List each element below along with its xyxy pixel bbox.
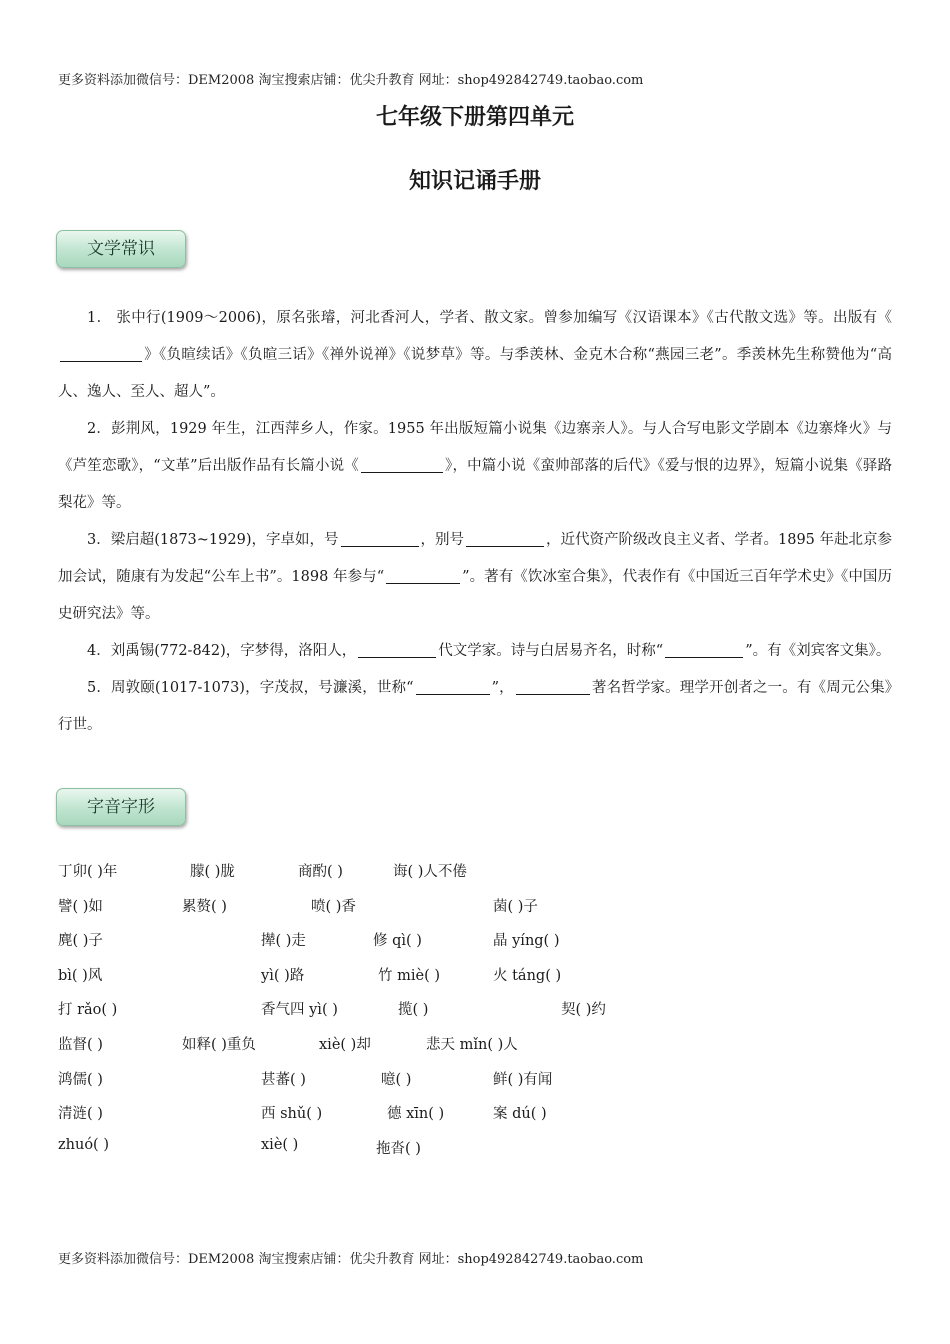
paragraph-5 [58,670,892,744]
vocab-row [58,929,892,964]
vocab-row [58,1137,892,1172]
vocab-row [58,1068,892,1103]
vocab-row [58,1102,892,1137]
section-label-literature: 文学常识 [56,230,186,268]
vocab-item[interactable]: 德 xīn( ) [387,1106,445,1123]
vocab-item[interactable]: zhuó( ) [58,1136,109,1153]
page-title: 七年级下册第四单元 [375,104,574,130]
vocab-item[interactable]: 火 táng( ) [493,967,562,984]
vocab-item[interactable]: yì( )路 [261,967,305,984]
fill-blank[interactable] [341,528,419,547]
vocab-item[interactable]: 晶 yíng( ) [493,933,560,950]
vocab-item[interactable]: 揽( ) [398,1002,429,1019]
paragraph-text: ”。有《刘宾客文集》。 [745,643,891,659]
vocab-item[interactable]: 西 shǔ( ) [261,1106,323,1123]
vocab-item[interactable]: bì( )风 [58,967,103,984]
vocab-item[interactable]: 噫( ) [381,1071,412,1088]
section-label-pronunciation: 字音字形 [56,788,186,826]
paragraph-text: 》《负暄续话》《负暄三话》《禅外说禅》《说梦草》等。与季羡林、金克木合称“燕园三老”。季羡林先生称赞他为“高人、逸人、至人、超人”。 [58,347,892,400]
paragraph-text: 著名哲学家。理学开创者之一。有《周元公集》行世。 [58,680,893,733]
vocab-item[interactable]: 案 dú( ) [493,1106,547,1123]
paragraph-text: 2．彭荆风，1929 年生，江西萍乡人，作家。1955 年出版短篇小说集《边寨亲人》。与人合写电影文学剧本《边寨烽火》与《芦笙恋歌》，“文革”后出版作品有长篇小说《 [58,421,892,474]
page-subtitle: 知识记诵手册 [408,168,541,194]
vocab-item[interactable]: 打 rǎo( ) [58,1002,118,1019]
vocab-item[interactable]: 累赘( ) [182,898,227,915]
fill-blank[interactable] [416,676,490,695]
paragraph-text: ，近代资产阶级改良主义者、学者。1895 年赴北京参加会试，随康有为发起“公车上书”。1898 年参与“ [58,532,893,585]
vocab-item[interactable]: 鸿儒( ) [58,1071,103,1088]
literature-paragraphs [58,300,892,744]
fill-blank[interactable] [466,528,544,547]
vocab-row [58,1033,892,1068]
vocab-item[interactable]: 譬( )如 [58,898,103,915]
vocab-item[interactable]: xiè( )却 [319,1036,371,1053]
header-note: 更多资料添加微信号：DEM2008 淘宝搜索店铺：优尖升教育 网址：shop492842749.taobao.com [58,73,644,88]
paragraph-text: 3．梁启超(1873~1929)，字卓如，号 [87,532,339,548]
paragraph-text: 5．周敦颐(1017-1073)，字茂叔，号濂溪，世称“ [87,680,414,696]
fill-blank[interactable] [665,639,743,658]
paragraph-text: 代文学家。诗与白居易齐名，时称“ [438,643,664,659]
fill-blank[interactable] [60,343,142,362]
vocab-item[interactable]: 香气四 yì( ) [261,1002,338,1019]
paragraph-1 [58,300,892,411]
vocab-item[interactable]: 清涟( ) [58,1106,103,1123]
vocab-item[interactable]: 竹 miè( ) [378,967,441,984]
paragraph-text: ”。著有《饮冰室合集》，代表作有《中国近三百年学术史》《中国历史研究法》等。 [58,569,892,622]
vocab-item[interactable]: 菌( )子 [493,898,538,915]
vocab-item[interactable]: 诲( )人不倦 [393,864,467,880]
paragraph-4 [58,633,892,670]
vocab-item[interactable]: 拖沓( ) [376,1140,421,1157]
fill-blank[interactable] [516,676,590,695]
fill-blank[interactable] [386,565,460,584]
vocab-row [58,964,892,999]
vocab-item[interactable]: 撵( )走 [261,933,306,950]
paragraph-text: ”， [491,680,514,696]
vocab-row [58,860,892,895]
paragraph-3 [58,522,892,633]
vocab-item[interactable]: 契( )约 [561,1002,606,1019]
paragraph-2 [58,411,892,522]
footer-note: 更多资料添加微信号：DEM2008 淘宝搜索店铺：优尖升教育 网址：shop492842749.taobao.com [58,1252,644,1267]
vocab-item[interactable]: 如释( )重负 [182,1036,256,1053]
vocab-row [58,895,892,930]
vocab-item[interactable]: 悲天 mǐn( )人 [426,1036,518,1053]
vocab-item[interactable]: 商酌( ) [298,864,343,880]
paragraph-text: ，别号 [420,532,464,548]
vocab-item[interactable]: 麂( )子 [58,933,103,950]
paragraph-text: 4．刘禹锡(772-842)，字梦得，洛阳人， [87,643,357,659]
vocab-item[interactable]: 修 qì( ) [373,933,422,950]
fill-blank[interactable] [361,454,443,473]
vocab-item[interactable]: xiè( ) [261,1136,299,1153]
paragraph-text: 》，中篇小说《蛮帅部落的后代》《爱与恨的边界》，短篇小说集《驿路梨花》等。 [58,458,892,511]
vocab-item[interactable]: 甚蕃( ) [261,1071,306,1088]
fill-blank[interactable] [358,639,436,658]
vocab-item[interactable]: 朦( )胧 [190,864,235,880]
vocab-grid [58,860,892,1171]
vocab-item[interactable]: 丁卯( )年 [58,864,118,880]
vocab-item[interactable]: 喷( )香 [311,898,356,915]
paragraph-text: 1． 张中行(1909～2006)，原名张璿，河北香河人，学者、散文家。曾参加编写《汉语课本》《古代散文选》等。出版有《 [87,310,892,326]
vocab-row [58,998,892,1033]
vocab-item[interactable]: 鲜( )有闻 [493,1071,553,1088]
vocab-item[interactable]: 监督( ) [58,1036,103,1053]
